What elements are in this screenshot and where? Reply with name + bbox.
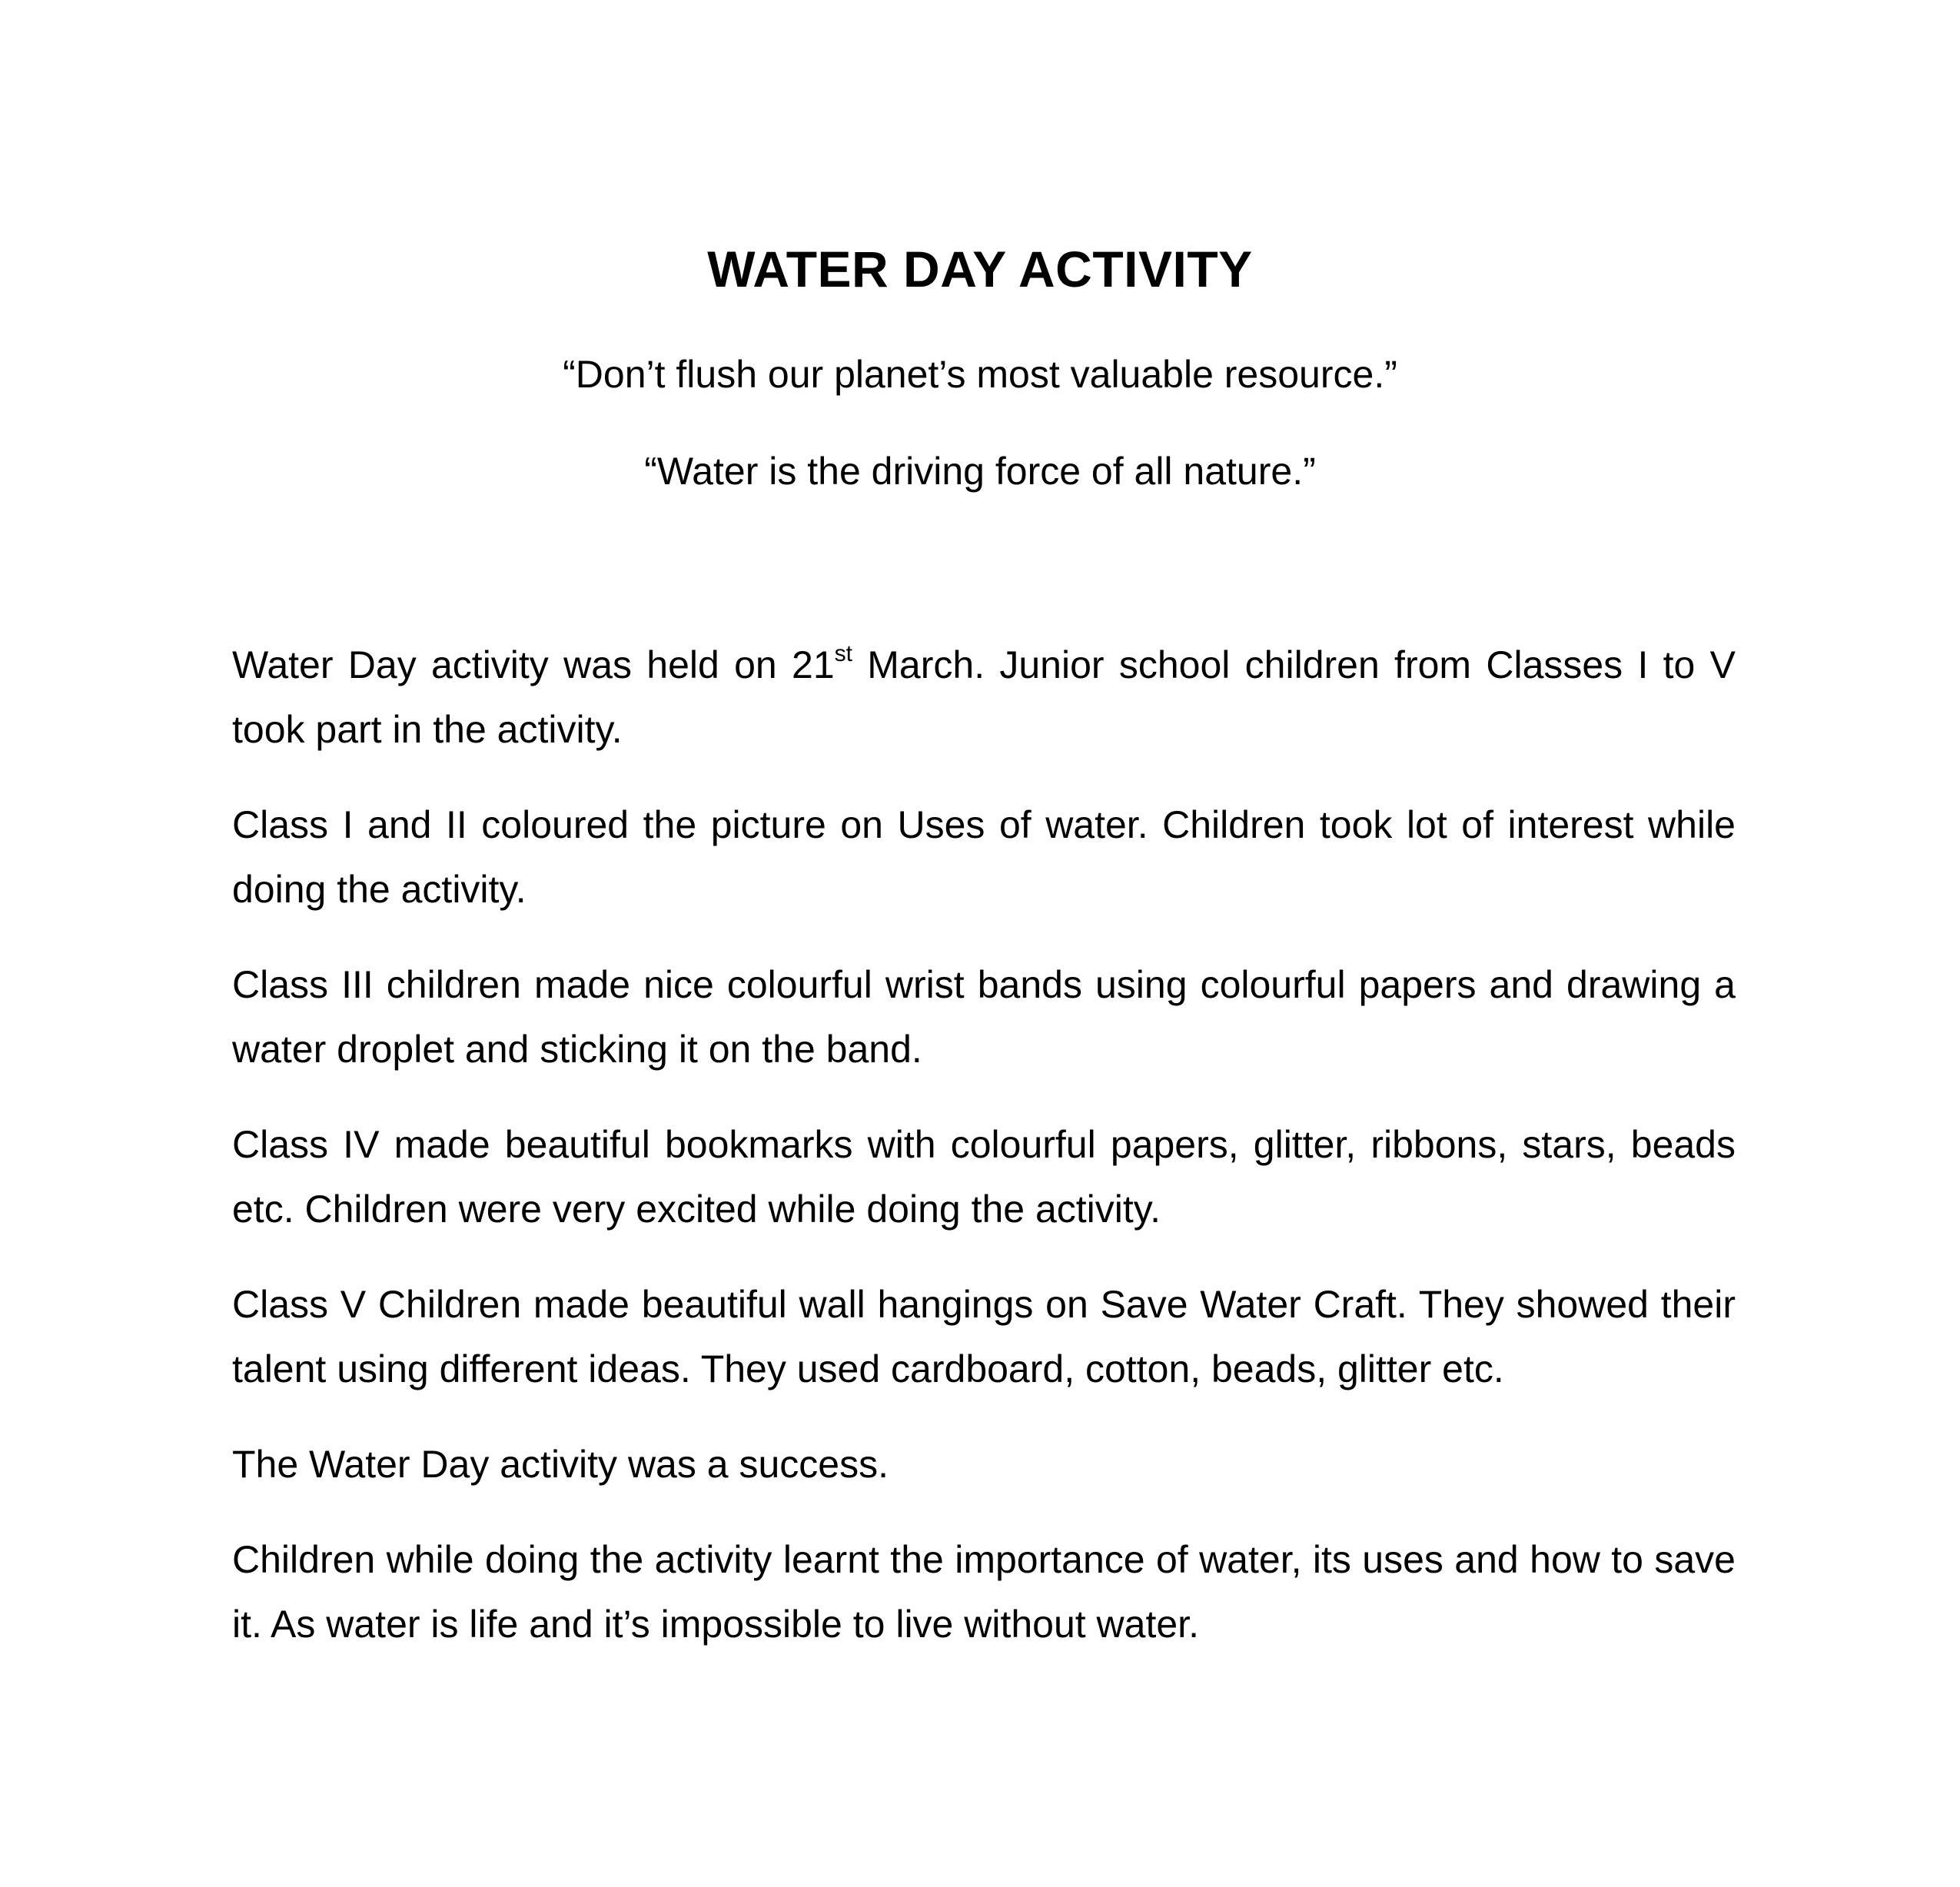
intro-text-end: March. Junior school children from Classes I to V took part in the activity. — [232, 643, 1736, 751]
quote-2: “Water is the driving force of all nature.” — [644, 450, 1316, 493]
paragraph-class-3: Class III children made nice colourful wrist bands using colourful papers and drawing a water droplet and sticking it on the band. — [232, 963, 1736, 1071]
paragraph-class-1-2: Class I and II coloured the picture on Uses of water. Children took lot of interest while doing the activity. — [232, 803, 1736, 911]
intro-paragraph — [232, 633, 1736, 762]
paragraph-success: The Water Day activity was a success. — [232, 1443, 889, 1486]
quote-1: “Don’t flush our planet’s most valuable resource.” — [563, 353, 1397, 396]
paragraph-class-5: Class V Children made beautiful wall hangings on Save Water Craft. They showed their talent using different ideas. They used cardboard, cotton, beads, glitter etc. — [232, 1283, 1736, 1390]
document-title: WATER DAY ACTIVITY — [707, 241, 1253, 297]
date-ordinal-suffix: st — [834, 641, 852, 666]
paragraph-conclusion: Children while doing the activity learnt the importance of water, its uses and how to save it. As water is life and it’s impossible to live without water. — [232, 1538, 1736, 1646]
intro-text-start: Water Day activity was held on 21 — [232, 643, 835, 686]
document-body — [232, 633, 1736, 1687]
paragraph-class-4: Class IV made beautiful bookmarks with colourful papers, glitter, ribbons, stars, beads etc. Children were very excited while doing the activity. — [232, 1123, 1736, 1231]
